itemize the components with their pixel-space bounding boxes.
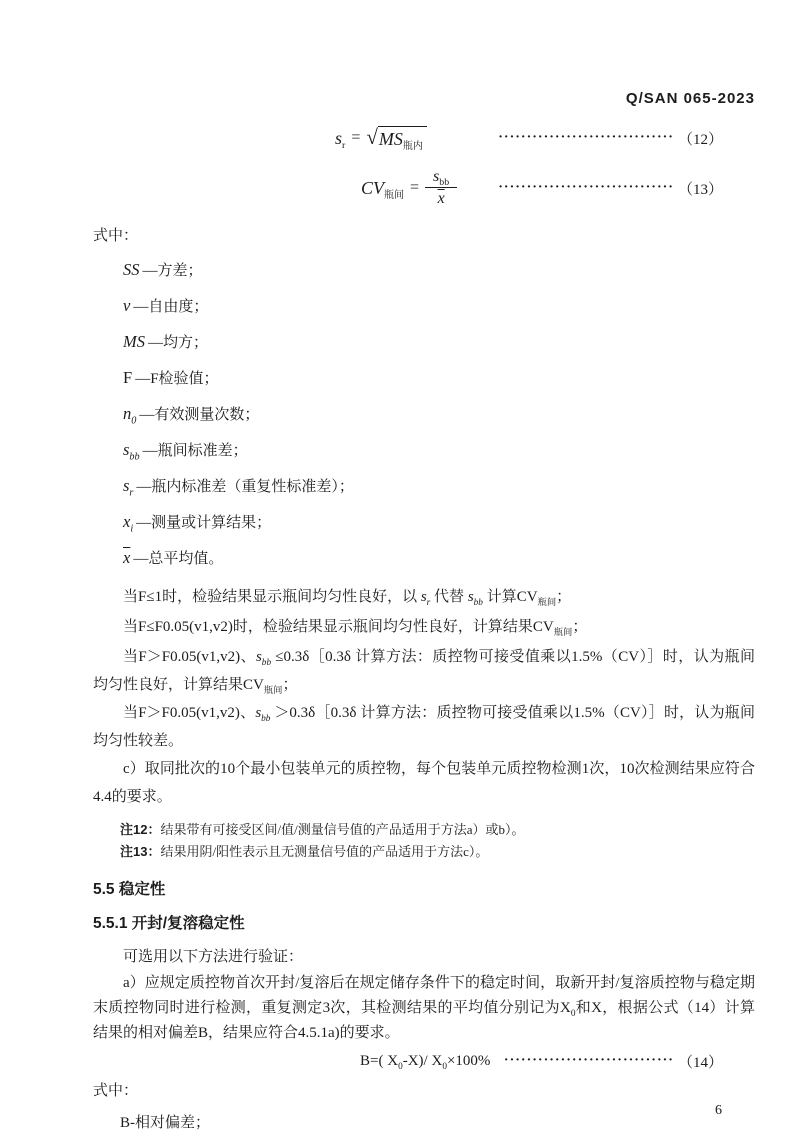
definition-description: —方差； xyxy=(142,263,203,279)
formula-12-expression: $s_r$ = √ $MS_{瓶内}$ xyxy=(335,126,427,150)
text-run: ； xyxy=(282,677,298,693)
text-run: B=( xyxy=(360,1052,388,1069)
note-13-label: 注13： xyxy=(120,844,161,859)
doc-number: Q/SAN 065-2023 xyxy=(625,90,755,107)
paragraph-f-gt-f005-poor xyxy=(93,699,755,755)
formula-number: （13） xyxy=(677,181,723,198)
note-12-label: 注12： xyxy=(120,822,161,837)
text-run: 计算$CV_{瓶间}$ xyxy=(482,589,557,608)
formula-14 xyxy=(93,1048,755,1074)
definition-item xyxy=(123,367,755,390)
math-symbol: $s_r$ xyxy=(420,589,431,608)
fraction xyxy=(425,168,457,208)
definition-symbol: $s_{bb}$ xyxy=(123,440,140,463)
notes-block xyxy=(93,819,755,863)
paragraph-intro: 可选用以下方法进行验证： xyxy=(123,949,304,965)
page-number: 6 xyxy=(715,1103,722,1118)
text-run: 当F＞F0.05(v1,v2)、 xyxy=(123,705,256,721)
definition-description: —有效测量次数； xyxy=(139,407,260,423)
stability-section xyxy=(93,943,755,1131)
definition-symbol: $\overline{x}$ xyxy=(123,548,131,567)
math-symbol: $s_{bb}$ xyxy=(255,649,272,668)
definition-item xyxy=(123,331,755,354)
where-label-2: 式中： xyxy=(93,1083,139,1099)
text-run: 当F≤F0.05(v1,v2)时，检验结果显示瓶间均匀性良好，计算结果$CV_{瓶间}$ xyxy=(123,619,573,638)
note-13-text: 结果用阴/阳性表示且无测量信号值的产品适用于方法c）。 xyxy=(160,844,489,859)
text-run: 代替 xyxy=(430,589,468,605)
formula-13-lhs: $CV_{瓶间}$ xyxy=(361,177,405,201)
text-run: $X_0$ xyxy=(387,1052,403,1072)
dot-leader: ······························ xyxy=(503,1053,674,1068)
paragraph-method-c xyxy=(93,755,755,811)
text-run: ×100% xyxy=(446,1052,491,1069)
definition-item xyxy=(123,511,755,534)
definition-item xyxy=(123,295,755,318)
text-run: -X)/ xyxy=(402,1052,432,1069)
definition-symbol: SS xyxy=(123,260,140,279)
heading-5-5-1: 5.5.1 开封/复溶稳定性 xyxy=(93,915,245,932)
text-run: 当F＞F0.05(v1,v2)、 xyxy=(123,649,256,665)
text-run: c）取同批次的10个最小包装单元的质控物，每个包装单元质控物检测1次，10次检测结果应符合4.4的要求。 xyxy=(93,761,755,805)
definition-symbol: $s_r$ xyxy=(123,476,134,499)
definition-item xyxy=(123,439,755,462)
definition-description: —瓶间标准差； xyxy=(142,443,248,459)
radical-sign: √ xyxy=(366,125,378,149)
note-12-text: 结果带有可接受区间/值/测量信号值的产品适用于方法a）或b）。 xyxy=(160,822,525,837)
text-run: $X_0$ xyxy=(431,1052,447,1072)
paragraph-f-gt-f005-good xyxy=(93,643,755,699)
paragraph-method-a xyxy=(93,971,755,1046)
definition-symbol: v xyxy=(123,296,131,315)
formula-12-lhs: $s_r$ xyxy=(335,127,346,151)
definition-item xyxy=(123,475,755,498)
definitions-list xyxy=(93,259,755,570)
definition-symbol: F xyxy=(123,368,133,387)
definition-description: —F检验值； xyxy=(135,371,219,387)
definition-description: —瓶内标准差（重复性标准差）； xyxy=(136,479,354,495)
text-run: 和X，根据公式（14）计算结果的相对偏差B，结果应符合4.5.1a)的要求。 xyxy=(93,1000,755,1041)
dot-leader: ······························· xyxy=(498,180,674,195)
definition-symbol: MS xyxy=(123,332,145,351)
formula-13 xyxy=(93,161,755,215)
text-run: $X_0$ xyxy=(559,1000,576,1019)
definition-item xyxy=(123,403,755,426)
text-run: ； xyxy=(572,619,588,635)
formula-number: （14） xyxy=(677,1054,723,1071)
definition-item xyxy=(123,259,755,282)
definition-description: —测量或计算结果； xyxy=(136,515,272,531)
heading-5-5: 5.5 稳定性 xyxy=(93,881,166,898)
formula-13-expression: $CV_{瓶间}$ = $\frac{s_{bb}}{x}$ xyxy=(361,168,457,208)
square-root xyxy=(366,125,427,153)
definition-description: —均方； xyxy=(148,335,209,351)
text-run: ＞0.3δ［0.3δ 计算方法：质控物可接受值乘以1.5%（CV）］时，认为瓶间均匀性较差。 xyxy=(93,705,755,749)
paragraph-f-le-1 xyxy=(93,583,755,611)
radicand: $MS_{瓶内}$ xyxy=(378,126,427,150)
fraction-numerator: $s_{bb}$ xyxy=(425,168,457,188)
definition-symbol: $n_0$ xyxy=(123,404,137,427)
math-symbol: $s_{bb}$ xyxy=(467,589,483,608)
where-label: 式中： xyxy=(93,228,139,244)
text-run: a）应规定质控物首次开封/复溶后在规定储存条件下的稳定时间，取新开封/复溶质控物与稳定期末质控物同时进行检测，重复测定3次，其检测结果的平均值分别记为 xyxy=(93,975,755,1016)
text-run: ≤0.3δ［0.3δ 计算方法：质控物可接受值乘以1.5%（CV）］时，认为瓶间均匀性良好，计算结果$CV_{瓶间}$ xyxy=(93,649,755,696)
paragraph-f-le-f005 xyxy=(93,613,755,641)
math-symbol: $s_{bb}$ xyxy=(255,705,271,724)
text-run: ； xyxy=(556,589,572,605)
formula-12 xyxy=(93,121,755,155)
definition-description: —自由度； xyxy=(133,299,209,315)
fraction-denominator: x xyxy=(437,190,445,207)
note-13 xyxy=(120,841,755,863)
definition-item xyxy=(123,547,755,570)
definition-description: —总平均值。 xyxy=(133,551,224,567)
note-12 xyxy=(120,819,755,841)
formula-number: （12） xyxy=(677,131,723,148)
formula-14-expression xyxy=(360,1053,490,1070)
definition-symbol: $x_i$ xyxy=(123,512,134,535)
definition-b: B-相对偏差； xyxy=(120,1115,211,1131)
text-run: 当F≤1时，检验结果显示瓶间均匀性良好，以 xyxy=(123,589,421,605)
dot-leader: ······························· xyxy=(498,130,674,145)
